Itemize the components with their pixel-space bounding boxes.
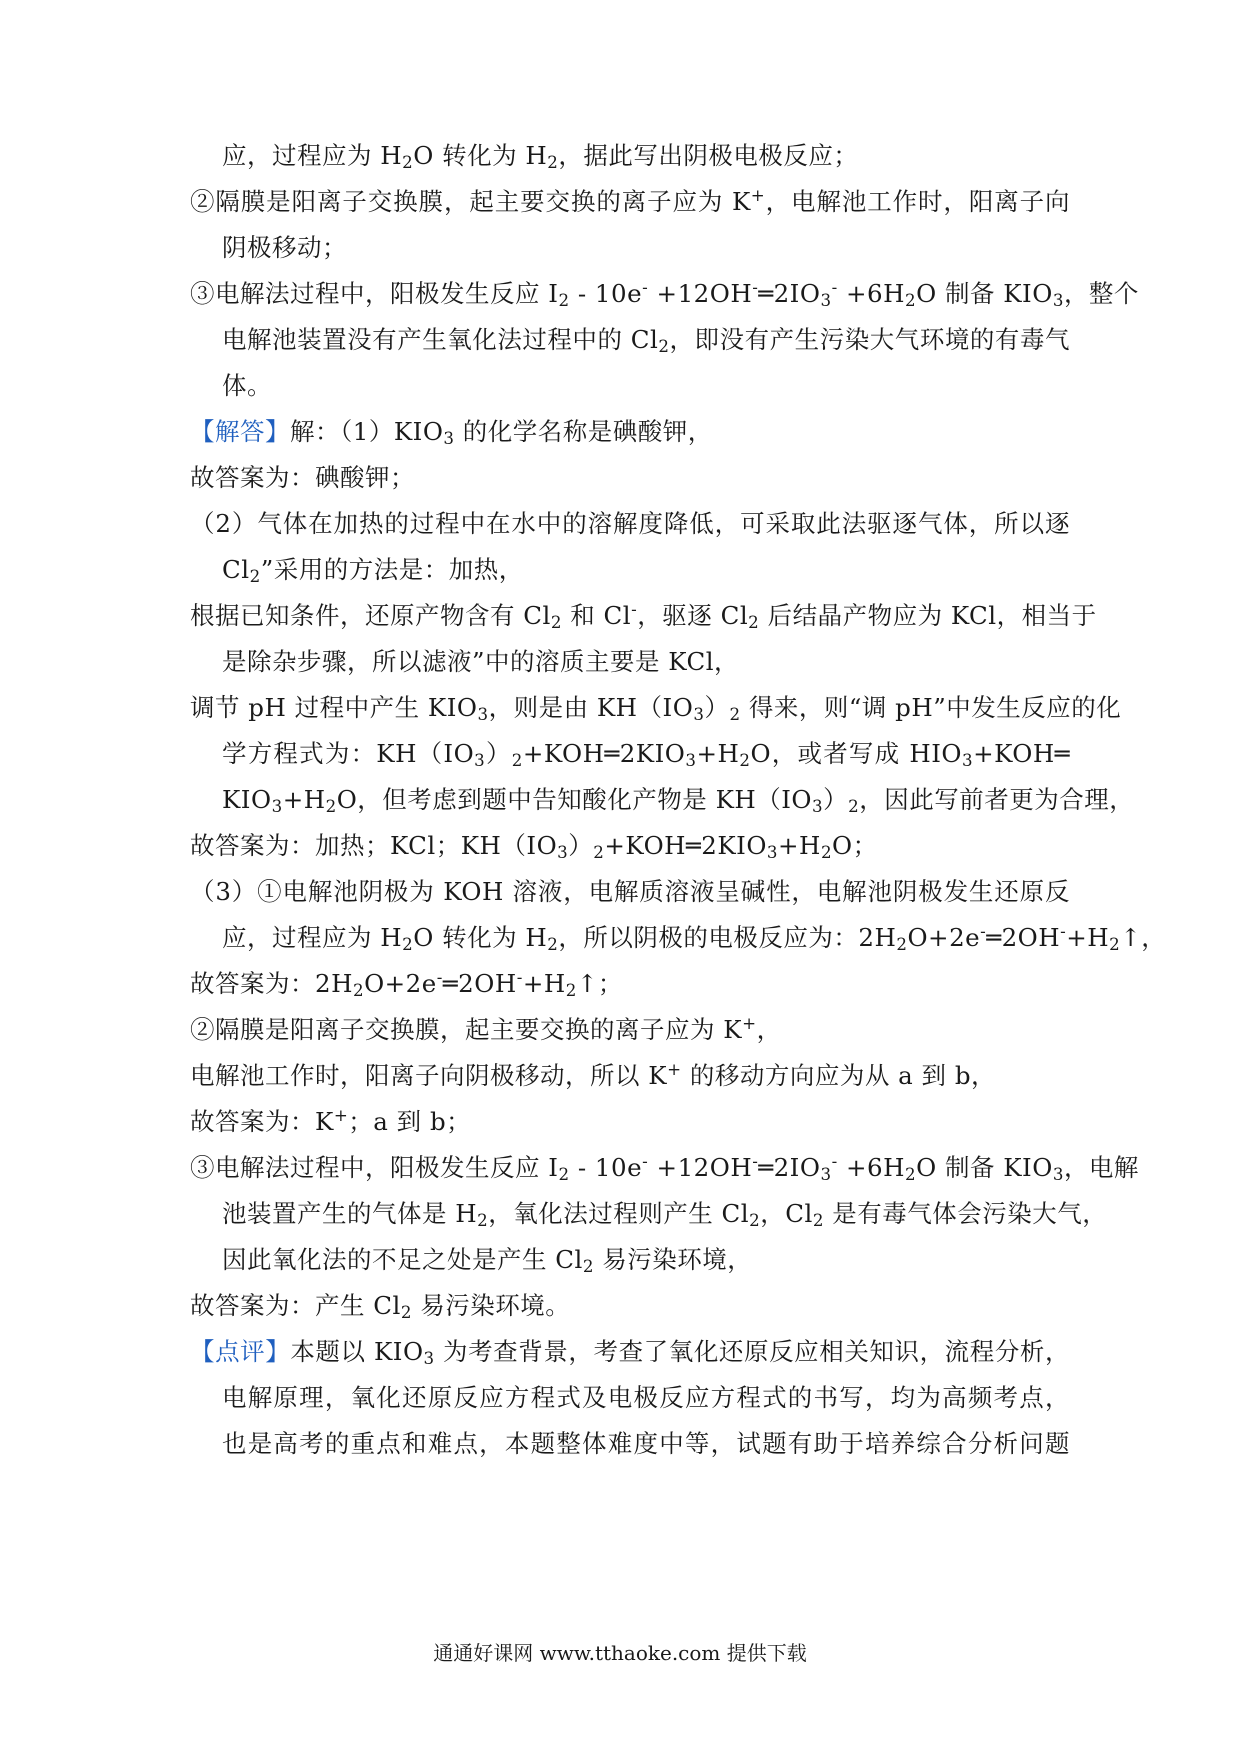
text-line: 体。 [222,371,272,400]
text-line: 也是高考的重点和难点，本题整体难度中等，试题有助于培养综合分析问题 [222,1429,1070,1458]
page-footer: 通通好课网 www.tthaoke.com 提供下载 [433,1641,807,1665]
text-line: 电解原理，氧化还原反应方程式及电极反应方程式的书写，均为高频考点， [222,1383,1070,1412]
text-line: 应，过程应为 $H_2O$ 转化为 $H_2$，所以阴极的电极反应为：$2H_2O+2e^-═2OH^-+H_2↑$， [222,921,1167,955]
text-line: ②隔膜是阳离子交换膜，起主要交换的离子应为 K+，电解池工作时，阳离子向 [190,185,1071,216]
text-line: 电解池装置没有产生氧化法过程中的 $Cl_2$，即没有产生污染大气环境的有毒气 [222,325,1070,357]
text-line: ②隔膜是阳离子交换膜，起主要交换的离子应为 K+， [190,1013,782,1044]
text-line: $Cl_2$”采用的方法是：加热， [222,555,524,587]
text-line: 是除杂步骤，所以滤液”中的溶质主要是 KCl， [222,647,740,676]
text-line: 电解池工作时，阳离子向阴极移动，所以 K+ 的移动方向应为从 a 到 b， [190,1059,997,1090]
review-heading-line: 【点评】本题以 $KIO_3$ 为考查背景，考查了氧化还原反应相关知识，流程分析， [190,1337,1070,1369]
text-line: 故答案为：碘酸钾； [190,463,415,492]
text-line: 因此氧化法的不足之处是产生 $Cl_2$ 易污染环境， [222,1245,753,1277]
text-line: 阴极移动； [222,233,347,262]
text-line: $KIO_3+H_2O$，但考虑到题中告知酸化产物是 $KH(IO_3)_2$，因此写前者更为合理， [222,785,1135,817]
text-line: ③电解法过程中，阳极发生反应 $I_2 - 10e^-$ $+12OH^-═2IO_3^- +6H_2O$ 制备 $KIO_3$，电解 [190,1151,1139,1185]
text-line: 故答案为：产生 $Cl_2$ 易污染环境。 [190,1291,571,1323]
text-line: 池装置产生的气体是 $H_2$，氧化法过程则产生 $Cl_2$，$Cl_2$ 是有毒气体会污染大气， [222,1199,1108,1231]
text-line: ③电解法过程中，阳极发生反应 $I_2 - 10e^-$ $+12OH^-═2IO_3^- +6H_2O$ 制备 $KIO_3$，整个 [190,277,1139,311]
text-line: （3）①电解池阴极为 KOH 溶液，电解质溶液呈碱性，电解池阴极发生还原反 [190,877,1070,906]
text-line: 故答案为：$2H_2O+2e^-═2OH^-+H_2↑$； [190,967,623,1001]
answer-heading-line: 【解答】解：$(1)KIO_3$ 的化学名称是碘酸钾， [190,417,713,449]
text-line: 应，过程应为 $H_2O$ 转化为 $H_2$，据此写出阴极电极反应； [222,141,859,173]
text-line: 学方程式为：$KH(IO_3)_2+KOH═2KIO_3+H_2O$，或者写成 $HIO_3+KOH═$ [222,739,1070,771]
text-line: 故答案为：加热；KCl；$KH(IO_3)_2+KOH═2KIO_3+H_2O$； [190,831,878,863]
text-line: 调节 pH 过程中产生 $KIO_3$，则是由 $KH(IO_3)_2$ 得来，则“调 pH”中发生反应的化 [190,693,1122,725]
text-line: （2）气体在加热的过程中在水中的溶解度降低，可采取此法驱逐气体，所以逐 [190,509,1070,538]
text-line: 故答案为：K+；a 到 b； [190,1105,472,1136]
text-line: 根据已知条件，还原产物含有 $Cl_2$ 和 Cl-，驱逐 $Cl_2$ 后结晶产物应为 KCl，相当于 [190,599,1097,633]
